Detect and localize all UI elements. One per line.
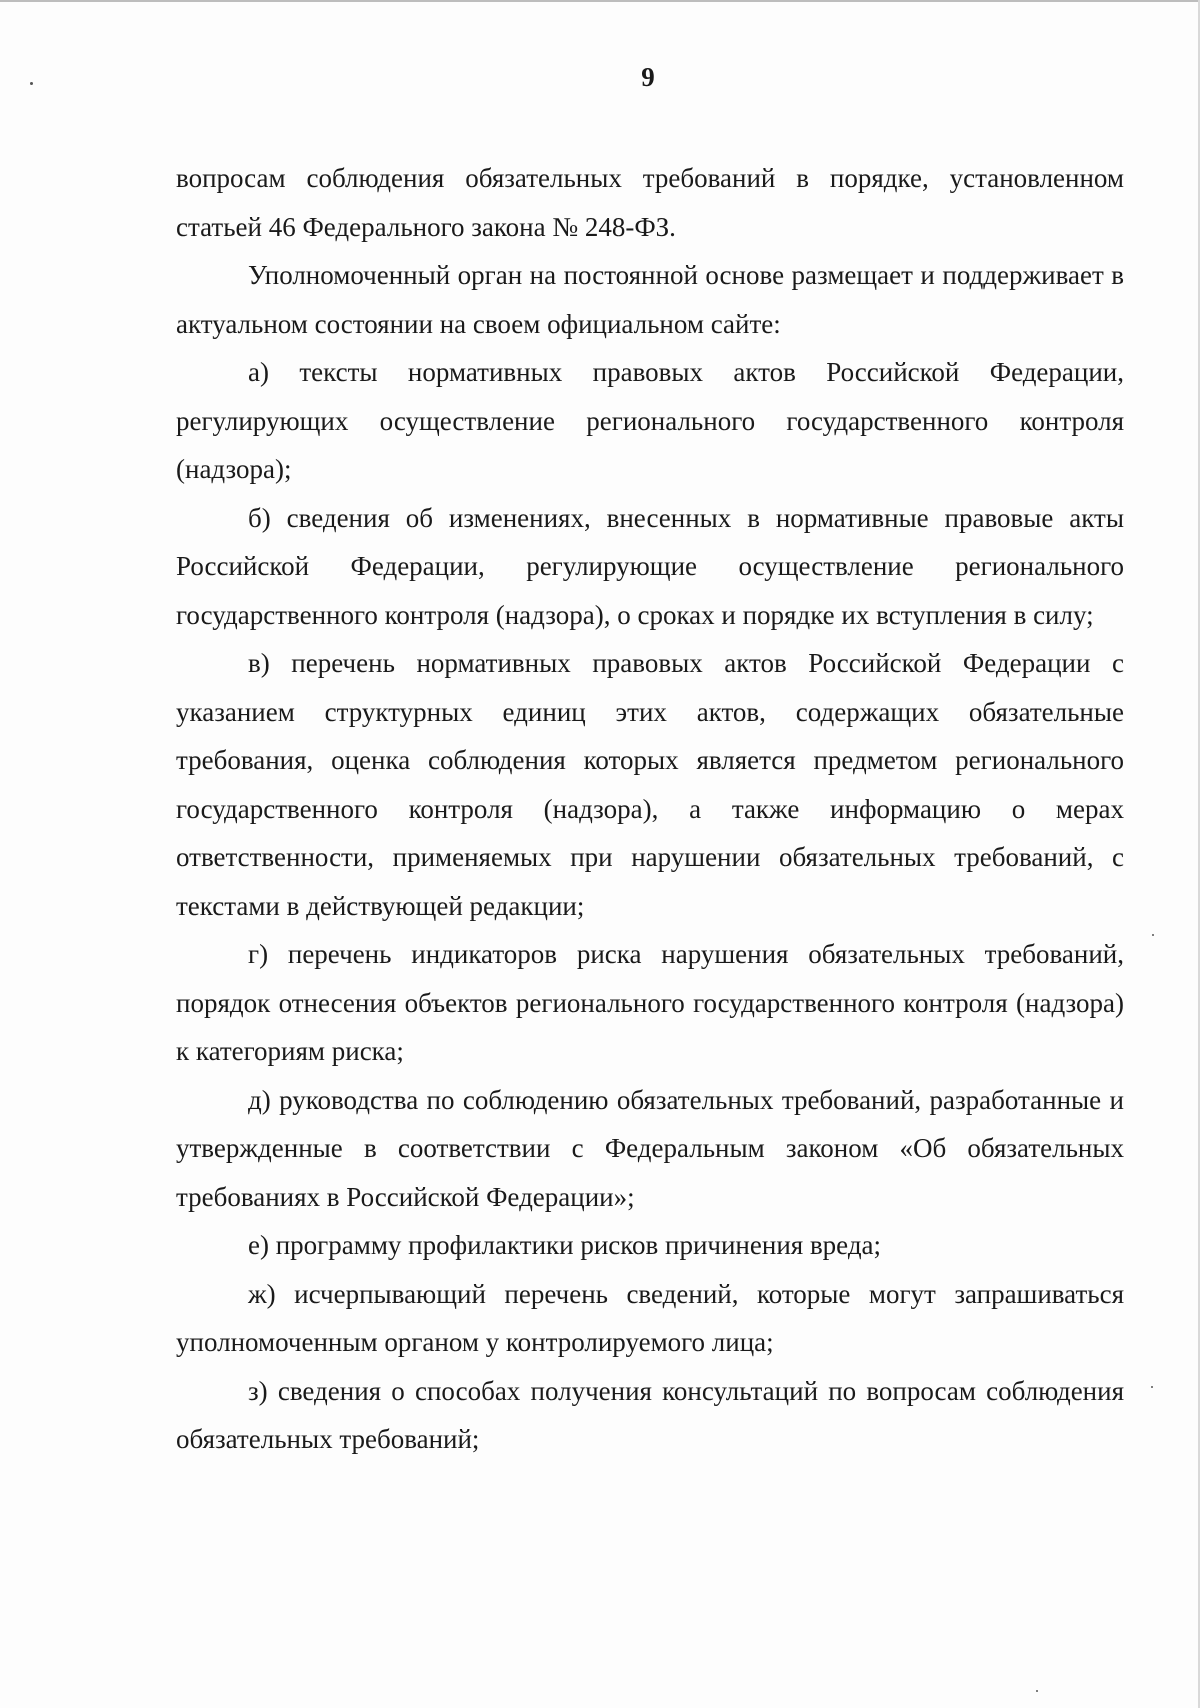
scan-edge-top <box>0 0 1200 2</box>
scan-speck <box>30 82 33 85</box>
document-body <box>176 154 1124 1464</box>
list-item-d: д) руководства по соблюдению обязательных требований, разработанные и утвержденные в соответствии с Федеральным законом «Об обязательных требованиях в Российской Федерации»; <box>176 1084 1124 1212</box>
paragraph-continuation: вопросам соблюдения обязательных требований в порядке, установленном статьей 46 Федерального закона № 248-ФЗ. <box>176 163 1124 242</box>
list-item-z: з) сведения о способах получения консультаций по вопросам соблюдения обязательных требований; <box>176 1375 1124 1454</box>
page-number: 9 <box>641 62 655 92</box>
list-item-zh: ж) исчерпывающий перечень сведений, которые могут запрашиваться уполномоченным органом у контролируемого лица; <box>176 1278 1124 1357</box>
paragraph-authorized-body: Уполномоченный орган на постоянной основе размещает и поддерживает в актуальном состоянии на своем официальном сайте: <box>176 260 1124 339</box>
scan-speck <box>1036 1690 1038 1692</box>
list-item-v: в) перечень нормативных правовых актов Российской Федерации с указанием структурных единиц этих актов, содержащих обязательные требования, оценка соблюдения которых является предметом регионального государственного контроля (надзора), а также информацию о мерах ответственности, применяемых при нарушении обязательных требований, с текстами в действующей редакции; <box>176 648 1124 921</box>
scan-speck <box>1152 934 1154 936</box>
list-item-e: е) программу профилактики рисков причинения вреда; <box>248 1230 882 1260</box>
list-item-a: а) тексты нормативных правовых актов Российской Федерации, регулирующих осуществление регионального государственного контроля (надзора); <box>176 357 1124 484</box>
list-item-g: г) перечень индикаторов риска нарушения обязательных требований, порядок отнесения объектов регионального государственного контроля (надзора) к категориям риска; <box>176 939 1124 1066</box>
list-item-b: б) сведения об изменениях, внесенных в нормативные правовые акты Российской Федерации, регулирующие осуществление регионального государственного контроля (надзора), о сроках и порядке их вступления в силу; <box>176 502 1124 630</box>
scan-speck <box>1151 1386 1153 1388</box>
